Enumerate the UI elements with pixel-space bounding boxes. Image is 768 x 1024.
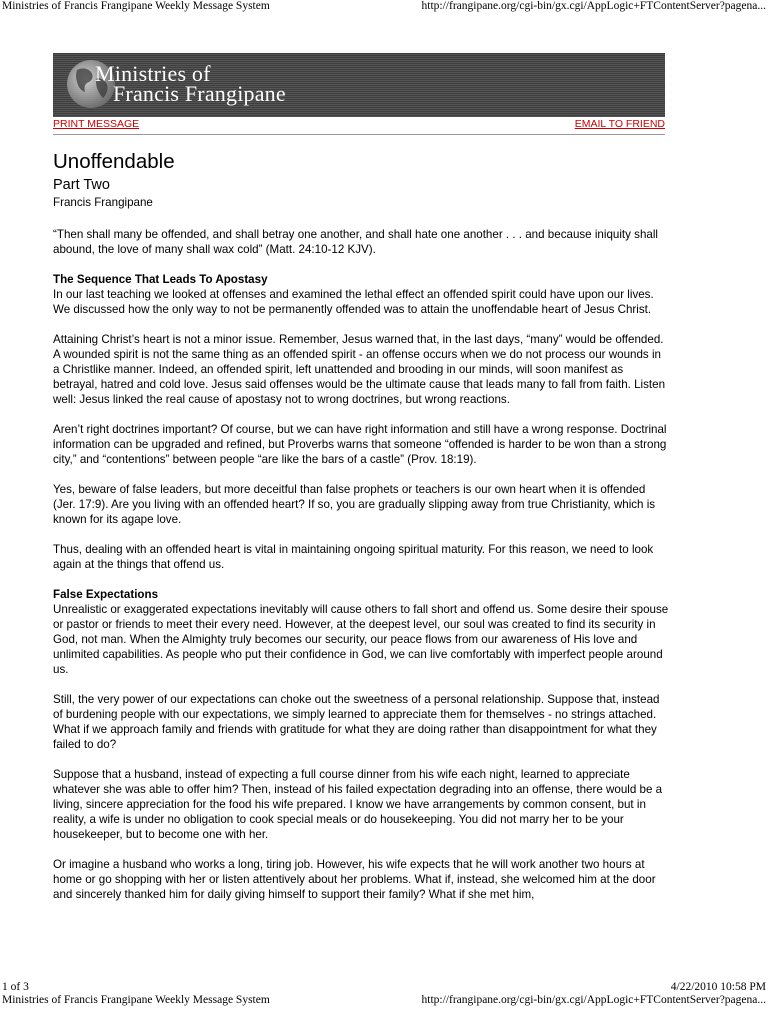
paragraph: Aren’t right doctrines important? Of course, but we can have right information and still have a wrong response. Doctrinal information can be upgraded and refined, but Proverbs warns that someone “offended is harder to be won than a strong city,” and “contentions” between people “are like the bars of a castle” (Prov. 18:19).: [53, 423, 667, 466]
print-datetime: 4/22/2010 10:58 PM: [670, 981, 766, 993]
article-author: Francis Frangipane: [53, 196, 153, 209]
banner-title: [95, 61, 286, 106]
paragraph: In our last teaching we looked at offenses and examined the lethal effect an offended spirit could have upon our lives. We discussed how the only way to not be permanently offended was to attain the unoffendable heart of Jesus Christ.: [53, 288, 654, 316]
article-subtitle: Part Two: [53, 177, 110, 193]
print-message-link[interactable]: PRINT MESSAGE: [53, 118, 140, 130]
paragraph: Still, the very power of our expectations can choke out the sweetness of a personal relationship. Suppose that, instead of burdening people with our expectations, we simply learned to appreciate them for themselves - no strings attached. What if we approach family and friends with gratitude for what they are doing rather than disappointment for what they failed to do?: [53, 693, 660, 751]
page-title-footer: Ministries of Francis Frangipane Weekly Message System: [2, 994, 270, 1006]
page-count: 1 of 3: [2, 981, 29, 993]
epigraph: “Then shall many be offended, and shall betray one another, and shall hate one another . . . and because iniquity shall abound, the love of many shall wax cold” (Matt. 24:10-12 KJV).: [53, 228, 659, 256]
paragraph: Thus, dealing with an offended heart is vital in maintaining ongoing spiritual maturity. For this reason, we need to look again at the things that offend us.: [53, 543, 654, 571]
banner-title-line1: Ministries of: [95, 61, 211, 86]
page-url-footer: http://frangipane.org/cgi-bin/gx.cgi/AppLogic+FTContentServer?pagena...: [421, 994, 766, 1006]
page-url-header: http://frangipane.org/cgi-bin/gx.cgi/AppLogic+FTContentServer?pagena...: [421, 0, 766, 12]
paragraph: Yes, beware of false leaders, but more deceitful than false prophets or teachers is our own heart when it is offended (Jer. 17:9). Are you living with an offended heart? If so, you are gradually slipping away from true Christianity, which is known for its agape love.: [53, 483, 656, 526]
print-footer: [0, 981, 768, 993]
action-bar: [53, 118, 665, 135]
section-heading: False Expectations: [53, 588, 159, 601]
email-to-friend-link[interactable]: EMAIL TO FRIEND: [574, 118, 665, 130]
print-header: [0, 0, 768, 14]
article: [53, 150, 669, 917]
paragraph: Suppose that a husband, instead of expecting a full course dinner from his wife each night, learned to appreciate whatever she was able to offer him? Then, instead of his failed expectation degrading into an offense, there would be a living, sincere appreciation for the food his wife prepared. I know we have arrangements by common consent, but in reality, a wife is under no obligation to cook special meals or do housekeeping. You did not marry her to be your housekeeper, but to become one with her.: [53, 768, 663, 841]
paragraph: Unrealistic or exaggerated expectations inevitably will cause others to fall short and offend us. Some desire their spouse or pastor or friends to meet their every need. However, at the deepest level, our soul was created to find its security in God, not man. When the Almighty truly becomes our security, our peace flows from our awareness of His love and unlimited capabilities. As people who put their confidence in God, we can live comfortably with imperfect people around us.: [53, 603, 669, 676]
print-footer-repeat-header: [0, 994, 768, 1006]
section-heading: The Sequence That Leads To Apostasy: [53, 273, 268, 286]
paragraph: Attaining Christ’s heart is not a minor issue. Remember, Jesus warned that, in the last days, “many” would be offended. A wounded spirit is not the same thing as an offended spirit - an offense occurs when we do not process our wounds in a Christlike manner. Indeed, an offended spirit, left unattended and brooding in our minds, will soon manifest as betrayal, hatred and cold love. Jesus said offenses would be the ultimate cause that leads many to fall from faith. Listen well: Jesus linked the real cause of apostasy not to wrong doctrines, but wrong reactions.: [53, 333, 666, 406]
paragraph: Or imagine a husband who works a long, tiring job. However, his wife expects that he will work another two hours at home or go shopping with her or listen attentively about her problems. What if, instead, she welcomed him at the door and sincerely thanked him for daily giving himself to support their family? What if she met him,: [53, 858, 656, 901]
banner-title-line2: Francis Frangipane: [113, 81, 286, 106]
article-title: Unoffendable: [53, 150, 175, 173]
page-title-header: Ministries of Francis Frangipane Weekly Message System: [2, 0, 270, 12]
site-banner: [53, 53, 665, 117]
